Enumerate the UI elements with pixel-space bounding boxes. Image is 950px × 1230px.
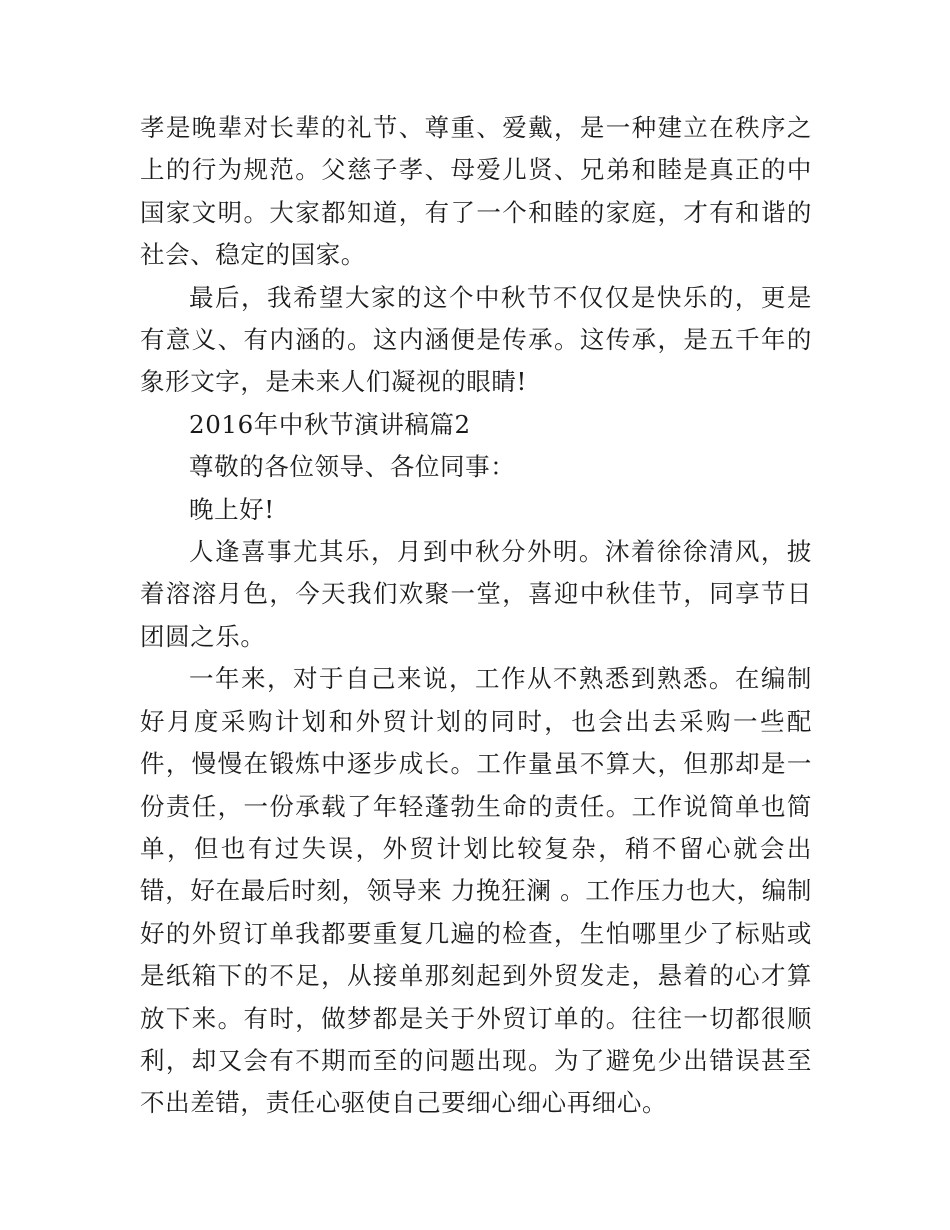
document-body: [140, 107, 812, 1125]
salutation: 尊敬的各位领导、各位同事：: [189, 452, 516, 482]
paragraph-work-review: 一年来，对于自己来说，工作从不熟悉到熟悉。在编制好月度采购计划和外贸计划的同时，也会出去采购一些配件，慢慢在锻炼中逐步成长。工作量虽不算大，但那却是一份责任，一份承载了年轻蓬勃生命的责任。工作说简单也简单，但也有过失误，外贸计划比较复杂，稍不留心就会出错，好在最后时刻，领导来 力挽狂澜 。工作压力也大，编制好的外贸订单我都要重复几遍的检查，生怕哪里少了标贴或是纸箱下的不足，从接单那刻起到外贸发走，悬着的心才算放下来。有时，做梦都是关于外贸订单的。往往一切都很顺利，却又会有不期而至的问题出现。为了避免少出错误甚至不出差错，责任心驱使自己要细心细心再细心。: [140, 664, 812, 1118]
section-heading: 2016年中秋节演讲稿篇2: [189, 409, 471, 439]
paragraph-closing: 最后，我希望大家的这个中秋节不仅仅是快乐的，更是有意义、有内涵的。这内涵便是传承。这传承，是五千年的象形文字，是未来人们凝视的眼睛!: [140, 282, 812, 397]
greeting: 晚上好!: [189, 494, 275, 524]
paragraph-filial-piety: 孝是晚辈对长辈的礼节、尊重、爱戴，是一种建立在秩序之上的行为规范。父慈子孝、母爱儿贤、兄弟和睦是真正的中国家文明。大家都知道，有了一个和睦的家庭，才有和谐的社会、稳定的国家。: [140, 113, 812, 270]
paragraph-mid-autumn: 人逢喜事尤其乐，月到中秋分外明。沐着徐徐清风，披着溶溶月色，今天我们欢聚一堂，喜迎中秋佳节，同享节日团圆之乐。: [140, 537, 812, 651]
